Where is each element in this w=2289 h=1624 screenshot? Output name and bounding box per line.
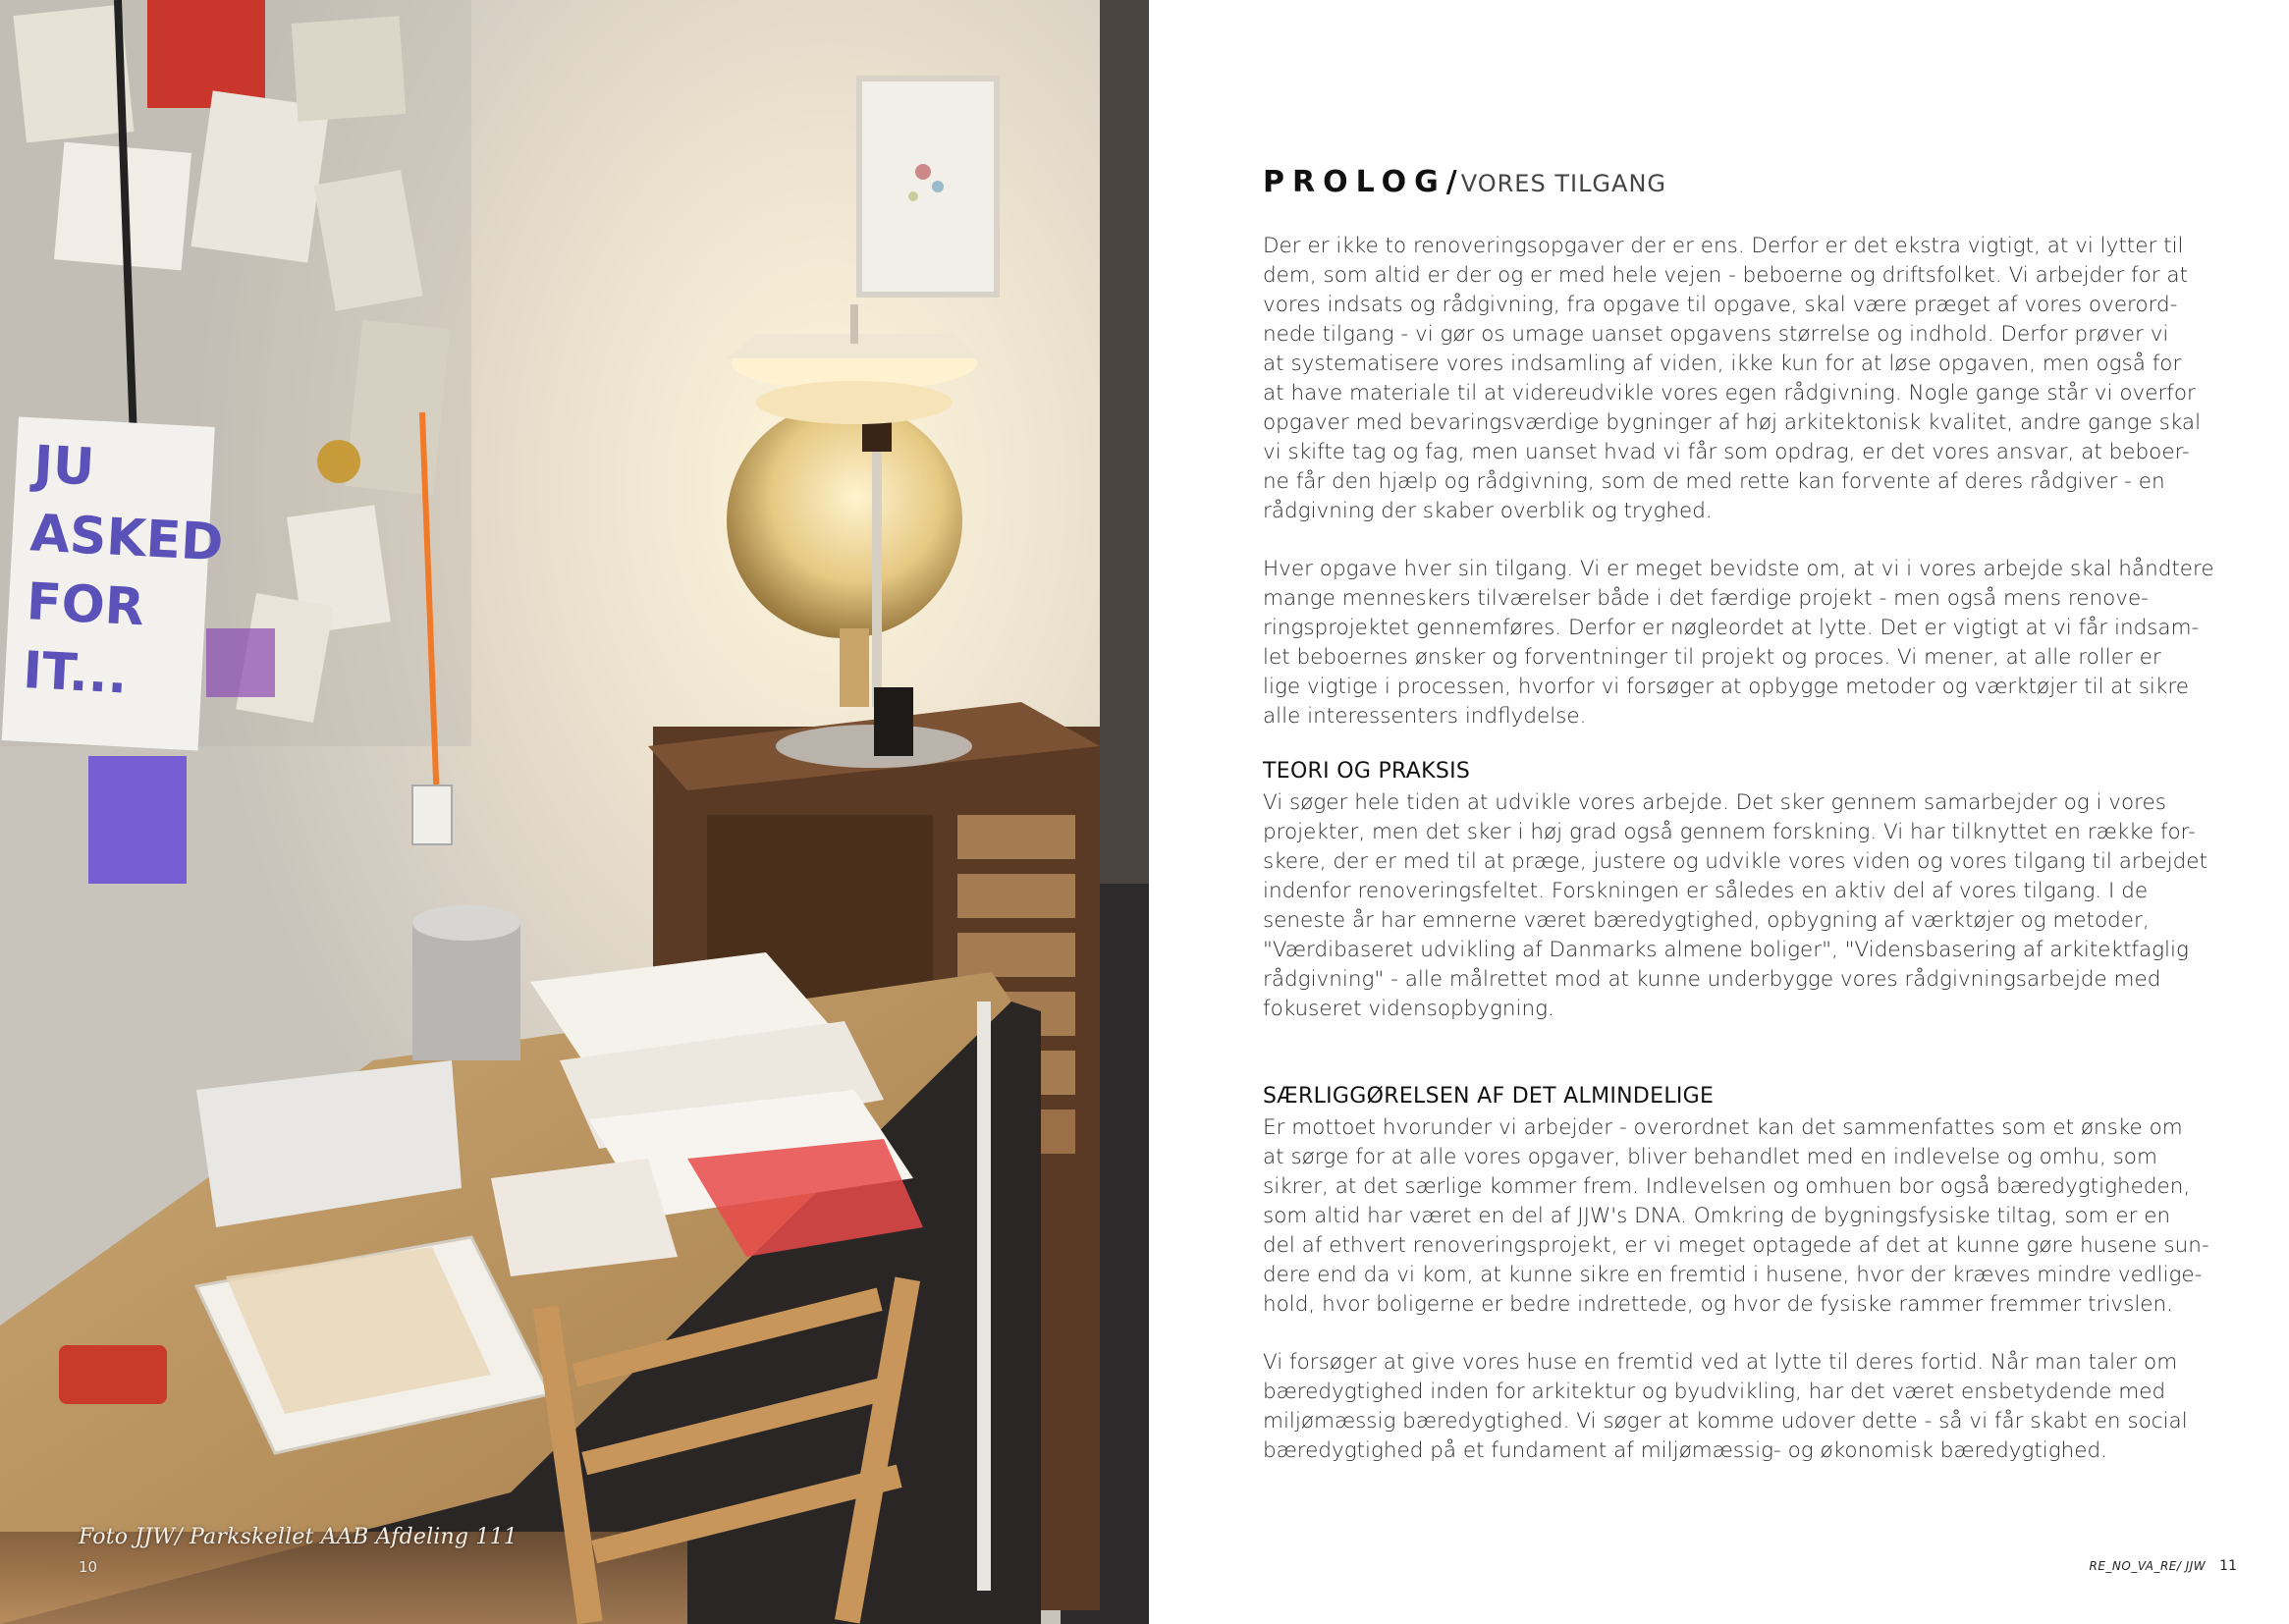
text-line: dem, som altid er der og er med hele vejen - beboerne og driftsfolket. Vi arbejder for at: [1263, 263, 2189, 288]
title-bold: PROLOG: [1263, 165, 1446, 199]
heading-saerliggoerelsen: SÆRLIGGØRELSEN AF DET ALMINDELIGE: [1263, 1084, 1715, 1109]
title-slash: /: [1445, 165, 1457, 199]
paragraph-tilgang: [1263, 555, 2245, 731]
text-line: fokuseret vidensopbygning.: [1263, 997, 1554, 1021]
text-line: seneste år har emnerne været bæredygtighed, opbygning af værktøjer og metoder,: [1263, 908, 2150, 933]
text-line: projekter, men det sker i høj grad også gennem forskning. Vi har tilknyttet en række for-: [1263, 820, 2196, 844]
page-title: [1263, 165, 1666, 199]
text-line: skere, der er med til at præge, justere og udvikle vores viden og vores tilgang til arbejdet: [1263, 849, 2207, 874]
text-line: nede tilgang - vi gør os umage uanset opgavens størrelse og indhold. Derfor prøver vi: [1263, 322, 2169, 347]
text-line: dere end da vi kom, at kunne sikre en fremtid i husene, hvor der kræves mindre vedlige-: [1263, 1263, 2203, 1287]
text-line: vi skifte tag og fag, men uanset hvad vi får som opdrag, er det vores ansvar, at beboer-: [1263, 440, 2190, 464]
poster: [2, 416, 230, 751]
page-number-left: 10: [79, 1558, 98, 1576]
text-line: "Værdibaseret udvikling af Danmarks almene boliger", "Vidensbasering af arkitektfaglig: [1263, 938, 2189, 962]
text-line: Der er ikke to renoveringsopgaver der er ens. Derfor er det ekstra vigtigt, at vi lytter til: [1263, 234, 2184, 258]
text-line: alle interessenters indflydelse.: [1263, 704, 1587, 729]
text-line: at have materiale til at videreudvikle vores egen rådgivning. Nogle gange står vi overfor: [1263, 381, 2196, 406]
text-line: at systematisere vores indsamling af viden, ikke kun for at løse opgaven, men også for: [1263, 352, 2182, 376]
paragraph-intro: [1263, 232, 2245, 526]
text-line: hold, hvor boligerne er bedre indrettede, og hvor de fysiske rammer fremmer trivslen.: [1263, 1292, 2173, 1317]
page-number-right: 11: [2219, 1558, 2237, 1574]
text-line: mange menneskers tilværelser både i det færdige projekt - men også mens renove-: [1263, 586, 2149, 611]
text-line: Vi søger hele tiden at udvikle vores arbejde. Det sker gennem samarbejder og i vores: [1263, 790, 2166, 815]
text-line: miljømæssig bæredygtighed. Vi søger at komme udover dette - så vi får skabt en social: [1263, 1409, 2188, 1434]
text-line: som altid har været en del af JJW's DNA. Omkring de bygningsfysiske tiltag, som er en: [1263, 1204, 2171, 1228]
text-line: Hver opgave hver sin tilgang. Vi er meget bevidste om, at vi i vores arbejde skal håndtere: [1263, 557, 2214, 581]
text-line: lige vigtige i processen, hvorfor vi forsøger at opbygge metoder og værktøjer til at sikre: [1263, 675, 2189, 699]
paragraph-saerlig: [1263, 1113, 2245, 1320]
poster-line-3: FOR: [25, 572, 146, 638]
text-line: ringsprojektet gennemføres. Derfor er nøgleordet at lytte. Det er vigtigt at vi får indsam-: [1263, 616, 2200, 640]
text-line: bæredygtighed inden for arkitektur og byudvikling, har det været ensbetydende med: [1263, 1380, 2166, 1404]
text-line: ne får den hjælp og rådgivning, som de med rette kan forvente af deres rådgiver - en: [1263, 469, 2165, 494]
text-line: del af ethvert renoveringsprojekt, er vi meget optagede af det at kunne gøre husene sun-: [1263, 1233, 2209, 1258]
paragraph-teori: [1263, 788, 2245, 1024]
text-line: indenfor renoveringsfeltet. Forskningen er således en aktiv del af vores tilgang. I de: [1263, 879, 2149, 903]
framed-picture: [859, 79, 997, 295]
poster-line-1: JU: [31, 435, 96, 498]
footer-mark: RE_NO_VA_RE/ JJW: [2089, 1559, 2207, 1573]
poster-line-4: IT...: [21, 641, 130, 706]
photo-caption: Foto JJW/ Parkskellet AAB Afdeling 111: [79, 1525, 518, 1549]
text-line: let beboernes ønsker og forventninger til projekt og proces. Vi mener, at alle roller er: [1263, 645, 2161, 670]
text-line: vores indsats og rådgivning, fra opgave til opgave, skal være præget af vores overord-: [1263, 293, 2178, 317]
page-footer-right: [2090, 1558, 2238, 1574]
heading-teori-og-praksis: TEORI OG PRAKSIS: [1263, 759, 1471, 784]
right-page: [1149, 0, 2289, 1624]
text-line: Vi forsøger at give vores huse en fremtid ved at lytte til deres fortid. Når man taler om: [1263, 1350, 2178, 1375]
text-line: rådgivning" - alle målrettet mod at kunne underbygge vores rådgivningsarbejde med: [1263, 967, 2161, 992]
text-line: sikrer, at det særlige kommer frem. Indlevelsen og omhuen bor også bæredygtigheden,: [1263, 1174, 2191, 1199]
text-line: at sørge for at alle vores opgaver, bliver behandlet med en indlevelse og omhu, som: [1263, 1145, 2157, 1169]
poster-line-2: ASKED: [28, 504, 225, 573]
text-line: rådgivning der skaber overblik og tryghed.: [1263, 499, 1713, 523]
text-line: bæredygtighed på et fundament af miljømæssig- og økonomisk bæredygtighed.: [1263, 1438, 2107, 1463]
text-line: Er mottoet hvorunder vi arbejder - overordnet kan det sammenfattes som et ønske om: [1263, 1115, 2183, 1140]
text-line: opgaver med bevaringsværdige bygninger af høj arkitektonisk kvalitet, andre gange skal: [1263, 410, 2202, 435]
title-light: VORES TILGANG: [1460, 170, 1666, 197]
paragraph-fremtid: [1263, 1348, 2245, 1466]
